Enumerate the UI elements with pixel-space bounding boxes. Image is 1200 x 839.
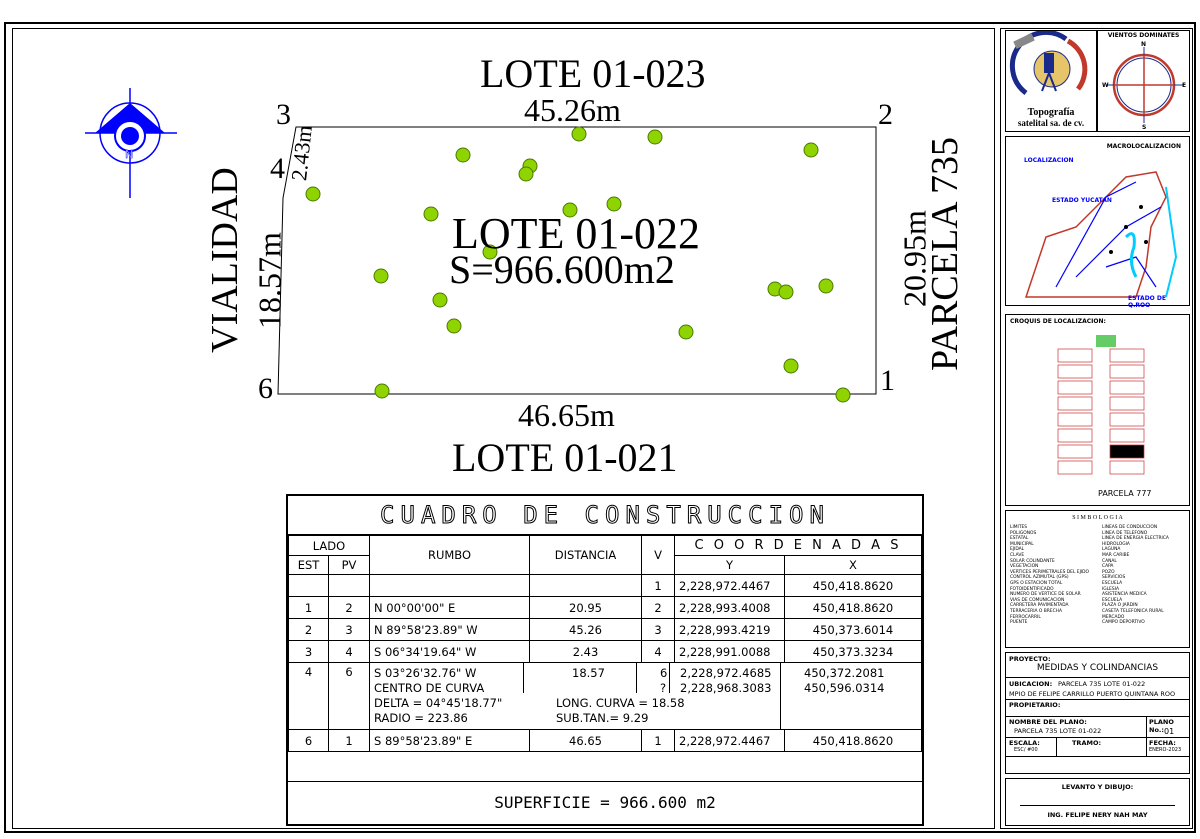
cell-est: 6 <box>289 730 329 752</box>
fecha-value: ENERO-2023 <box>1149 747 1182 753</box>
bottom-lot-label: LOTE 01-021 <box>452 435 678 480</box>
project-box <box>1005 652 1190 774</box>
croquis-lot <box>1058 413 1092 426</box>
cell-y: 2,228,993.4008 <box>675 597 785 619</box>
logo-text-1: Topografía <box>1027 107 1075 118</box>
vertex-1: 1 <box>880 364 895 397</box>
table-row <box>289 575 922 597</box>
vertex-6: 6 <box>258 372 273 405</box>
legend-item: CANAL <box>1102 558 1117 564</box>
legend-item: VERTICES PERIMETRALES DEL EJIDO <box>1010 569 1089 575</box>
tree-icon <box>804 143 818 157</box>
table-row <box>289 730 922 752</box>
legend-item: LIMITES <box>1010 525 1028 530</box>
legend-item: POLIGONOS <box>1010 530 1037 536</box>
levanto-box <box>1005 778 1190 826</box>
legend-item: MERCADO <box>1102 614 1125 620</box>
croquis-parcela: PARCELA 777 <box>1098 489 1152 498</box>
curve-subtan: SUB.TAN.= 9.29 <box>556 711 649 725</box>
tree-icon <box>572 127 586 141</box>
legend-item: GPS O ESTACION TOTAL <box>1010 580 1063 586</box>
legend-item: SERVICIOS <box>1102 575 1126 581</box>
cell-x: 450,418.8620 <box>785 597 922 619</box>
cell-rumbo: S 89°58'23.89" E <box>370 730 530 752</box>
macro-localizacion: LOCALIZACION <box>1024 157 1074 164</box>
macrolocalizacion-box <box>1005 136 1190 309</box>
cell-v: 3 <box>642 619 675 641</box>
legend-item: EJIDAL <box>1010 547 1025 553</box>
h-coordenadas: C O O R D E N A D A S <box>675 536 922 556</box>
escala-value: ESC/ #00 <box>1014 747 1038 753</box>
legend-item: LINEA DE ENERGIA ELECTRICA <box>1102 536 1169 542</box>
legend-item: LINEA DE TELEFONO <box>1102 530 1148 536</box>
legend-item: HIDROLOGIA <box>1102 541 1130 547</box>
h-x: X <box>785 556 922 575</box>
proyecto-value: MEDIDAS Y COLINDANCIAS <box>1036 663 1159 673</box>
cell-v: 4 <box>642 641 675 663</box>
legend-item: SOLAR COLINDANTE <box>1010 558 1055 564</box>
cell-rumbo: S 06°34'19.64" W <box>370 641 530 663</box>
h-distancia: DISTANCIA <box>530 536 642 575</box>
legend-item: ESCUELA <box>1102 580 1123 586</box>
cell-x: 450,373.3234 <box>785 641 922 663</box>
small-distance: 2.43m <box>286 123 317 182</box>
tree-icon <box>679 325 693 339</box>
macro-yucatan: ESTADO YUCATAN <box>1052 197 1112 204</box>
plano-no-label: PLANO No.: <box>1149 718 1174 734</box>
cell-pv: 2 <box>329 597 370 619</box>
croquis-lot <box>1110 429 1144 442</box>
curve-rumbo: S 03°26'32.76" W <box>374 666 477 680</box>
construction-table <box>286 494 924 826</box>
h-pv: PV <box>329 556 370 575</box>
legend-item: CASETA TELEFONICA RURAL <box>1102 608 1164 614</box>
curve-x: 450,372.2081 <box>804 666 885 680</box>
cell-y: 2,228,972.4467 <box>675 730 785 752</box>
legend-item: CAPA <box>1102 564 1114 570</box>
cell-pv: 3 <box>329 619 370 641</box>
tree-icon <box>519 167 533 181</box>
legend-item: NUMERO DE VERTICE DE SOLAR <box>1010 592 1081 598</box>
levanto-label: LEVANTO Y DIBUJO: <box>1061 783 1134 791</box>
cell-rumbo: N 00°00'00" E <box>370 597 530 619</box>
legend-item: CLAVE <box>1010 552 1025 558</box>
cell-rumbo: N 89°58'23.89" W <box>370 619 530 641</box>
legend-item: PLAZA O JARDIN <box>1102 603 1138 609</box>
h-y: Y <box>675 556 785 575</box>
vertex-4: 4 <box>270 152 285 185</box>
bottom-distance: 46.65m <box>518 397 615 433</box>
ubicacion-value: PARCELA 735 LOTE 01-022 <box>1058 680 1146 688</box>
mpio-value: MPIO DE FELIPE CARRILLO PUERTO QUINTANA ROO <box>1009 690 1176 698</box>
legend-right <box>1102 525 1190 626</box>
table-row <box>289 641 922 663</box>
superficie-total: SUPERFICIE = 966.600 m2 <box>288 781 922 824</box>
tramo-label: TRAMO: <box>1072 739 1102 747</box>
croquis-lot <box>1058 461 1092 474</box>
cell-est: 2 <box>289 619 329 641</box>
legend-left <box>1010 525 1098 626</box>
cell-est: 4 <box>289 663 329 730</box>
fecha-label: FECHA: <box>1149 739 1176 747</box>
curve-v2: ? <box>660 681 667 695</box>
center-area: S=966.600m2 <box>449 247 675 292</box>
legend-item: FERROCARRIL <box>1010 614 1041 620</box>
cell-x: 450,373.6014 <box>785 619 922 641</box>
legend-item: CONTROL AZIMUTAL (GPS) <box>1010 575 1069 581</box>
cell-y: 2,228,972.4467 <box>675 575 785 597</box>
tree-icon <box>456 148 470 162</box>
vertex-3: 3 <box>276 98 291 131</box>
croquis-lot <box>1110 397 1144 410</box>
cell-y: 2,228,991.0088 <box>675 641 785 663</box>
nombre-plano-value: PARCELA 735 LOTE 01-022 <box>1014 727 1102 735</box>
cell-dist: 2.43 <box>530 641 642 663</box>
table-row <box>289 619 922 641</box>
macro-qroo: ESTADO DE Q.ROO <box>1128 295 1166 309</box>
cell-dist: 46.65 <box>530 730 642 752</box>
legend-item: ESTATAL <box>1010 536 1029 542</box>
svg-text:S: S <box>1142 124 1147 129</box>
tree-icon <box>447 319 461 333</box>
tree-icon <box>648 130 662 144</box>
cell-v: 1 <box>642 730 675 752</box>
cell-v: 2 <box>642 597 675 619</box>
region-map <box>1016 167 1186 302</box>
croquis-lot <box>1058 429 1092 442</box>
croquis-title: CROQUIS DE LOCALIZACION: <box>1010 318 1106 325</box>
curve-delta: DELTA = 04°45'18.77" <box>374 696 503 710</box>
legend-item: CAMPO DEPORTIVO <box>1102 620 1145 626</box>
legend-item: TERRACERIA O BRECHA <box>1010 608 1062 614</box>
curve-x2: 450,596.0314 <box>804 681 885 695</box>
vientos-box <box>1097 30 1190 132</box>
curve-y2: 2,228,968.3083 <box>680 681 772 695</box>
tree-icon <box>784 359 798 373</box>
plano-no-value: 01 <box>1164 727 1175 736</box>
cell-est: 3 <box>289 641 329 663</box>
legend-item: LAGUNA <box>1102 547 1121 553</box>
wind-rose-icon <box>1098 39 1189 129</box>
croquis-lot <box>1110 365 1144 378</box>
tree-icon <box>819 279 833 293</box>
tree-icon <box>433 293 447 307</box>
curve-long: LONG. CURVA = 18.58 <box>556 696 685 710</box>
left-distance: 18.57m <box>251 232 288 329</box>
right-name-label: PARCELA 735 <box>924 136 966 372</box>
top-distance: 45.26m <box>524 92 621 128</box>
h-est: EST <box>289 556 329 575</box>
croquis-lot <box>1058 365 1092 378</box>
cell-x: 450,418.8620 <box>785 730 922 752</box>
svg-text:W: W <box>1102 82 1109 89</box>
tree-icon <box>779 285 793 299</box>
top-lot-label: LOTE 01-023 <box>480 51 706 96</box>
simbologia-box <box>1005 510 1190 648</box>
croquis-lot <box>1058 397 1092 410</box>
svg-text:N: N <box>1141 41 1147 48</box>
ing-name: ING. FELIPE NERY NAH MAY <box>1047 811 1148 819</box>
legend-item: ASISTENCIA MEDICA <box>1102 592 1147 598</box>
legend-item: ESCUELA <box>1102 597 1123 603</box>
croquis-lot <box>1110 445 1144 458</box>
cell-dist: 20.95 <box>530 597 642 619</box>
propietario-label: PROPIETARIO: <box>1009 701 1061 709</box>
curve-dist: 18.57 <box>572 666 605 680</box>
legend-item: IGLESIA <box>1102 586 1120 592</box>
vertex-2: 2 <box>878 98 893 131</box>
ubicacion-label: UBICACION: <box>1009 680 1053 688</box>
vientos-title: VIENTOS DOMINATES <box>1107 32 1180 39</box>
table-title: CUADRO DE CONSTRUCCION <box>288 496 922 535</box>
legend-item: CARRETERA PAVIMENTADA <box>1010 603 1069 609</box>
tree-icon <box>374 269 388 283</box>
cell-v: 1 <box>642 575 675 597</box>
croquis-lot <box>1110 349 1144 362</box>
curve-radio: RADIO = 223.86 <box>374 711 468 725</box>
legend-item: FOTOIDENTIFICADO <box>1010 586 1054 592</box>
company-logo-icon <box>1006 31 1096 103</box>
croquis-map <box>1046 335 1166 480</box>
macro-title: MACROLOCALIZACION <box>1106 143 1181 150</box>
curve-v: 6 <box>660 666 668 680</box>
h-rumbo: RUMBO <box>370 536 530 575</box>
proyecto-label: PROYECTO: <box>1009 655 1051 663</box>
legend-item: POZO <box>1102 569 1115 575</box>
cell-y: 2,228,993.4219 <box>675 619 785 641</box>
croquis-lot <box>1058 381 1092 394</box>
tree-icon <box>424 207 438 221</box>
cell-dist: 45.26 <box>530 619 642 641</box>
table-row <box>289 597 922 619</box>
croquis-box <box>1005 314 1190 506</box>
logo-text-2: satelital sa. de cv. <box>1017 118 1085 128</box>
tree-icon <box>836 388 850 402</box>
h-v: V <box>642 536 675 575</box>
cell-pv: 6 <box>329 663 370 730</box>
escala-label: ESCALA: <box>1009 739 1040 747</box>
cell-est: 1 <box>289 597 329 619</box>
legend-item: VEGETACION <box>1010 564 1039 570</box>
svg-text:E: E <box>1182 82 1187 89</box>
simbologia-title: S I M B O L O G I A <box>1072 515 1123 521</box>
croquis-lot <box>1110 381 1144 394</box>
legend-item: PUENTE <box>1010 620 1028 626</box>
left-name-label: VIALIDAD <box>204 167 246 353</box>
curve-centro: CENTRO DE CURVA <box>374 681 485 695</box>
curve-y: 2,228,972.4685 <box>680 666 772 680</box>
center-lot-label: LOTE 01-022 <box>452 209 701 258</box>
logo-box <box>1005 30 1097 132</box>
right-distance: 20.95m <box>896 210 933 307</box>
legend-item: VIAS DE COMUNICACION <box>1010 597 1065 603</box>
legend-item: MAR CARIBE <box>1102 552 1130 558</box>
tree-icon <box>375 384 389 398</box>
legend-item: MUNICIPAL <box>1010 541 1034 547</box>
north-letter: N <box>125 148 134 161</box>
croquis-lot <box>1110 461 1144 474</box>
cell-pv: 4 <box>329 641 370 663</box>
cell-x: 450,418.8620 <box>785 575 922 597</box>
nombre-plano-label: NOMBRE DEL PLANO: <box>1009 718 1087 726</box>
h-lado: LADO <box>289 536 370 556</box>
table-row-curve <box>289 663 922 730</box>
cell-pv: 1 <box>329 730 370 752</box>
croquis-lot <box>1058 349 1092 362</box>
croquis-lot <box>1110 413 1144 426</box>
legend-item: LINEAS DE CONDUCCION <box>1102 525 1158 530</box>
croquis-lot <box>1058 445 1092 458</box>
